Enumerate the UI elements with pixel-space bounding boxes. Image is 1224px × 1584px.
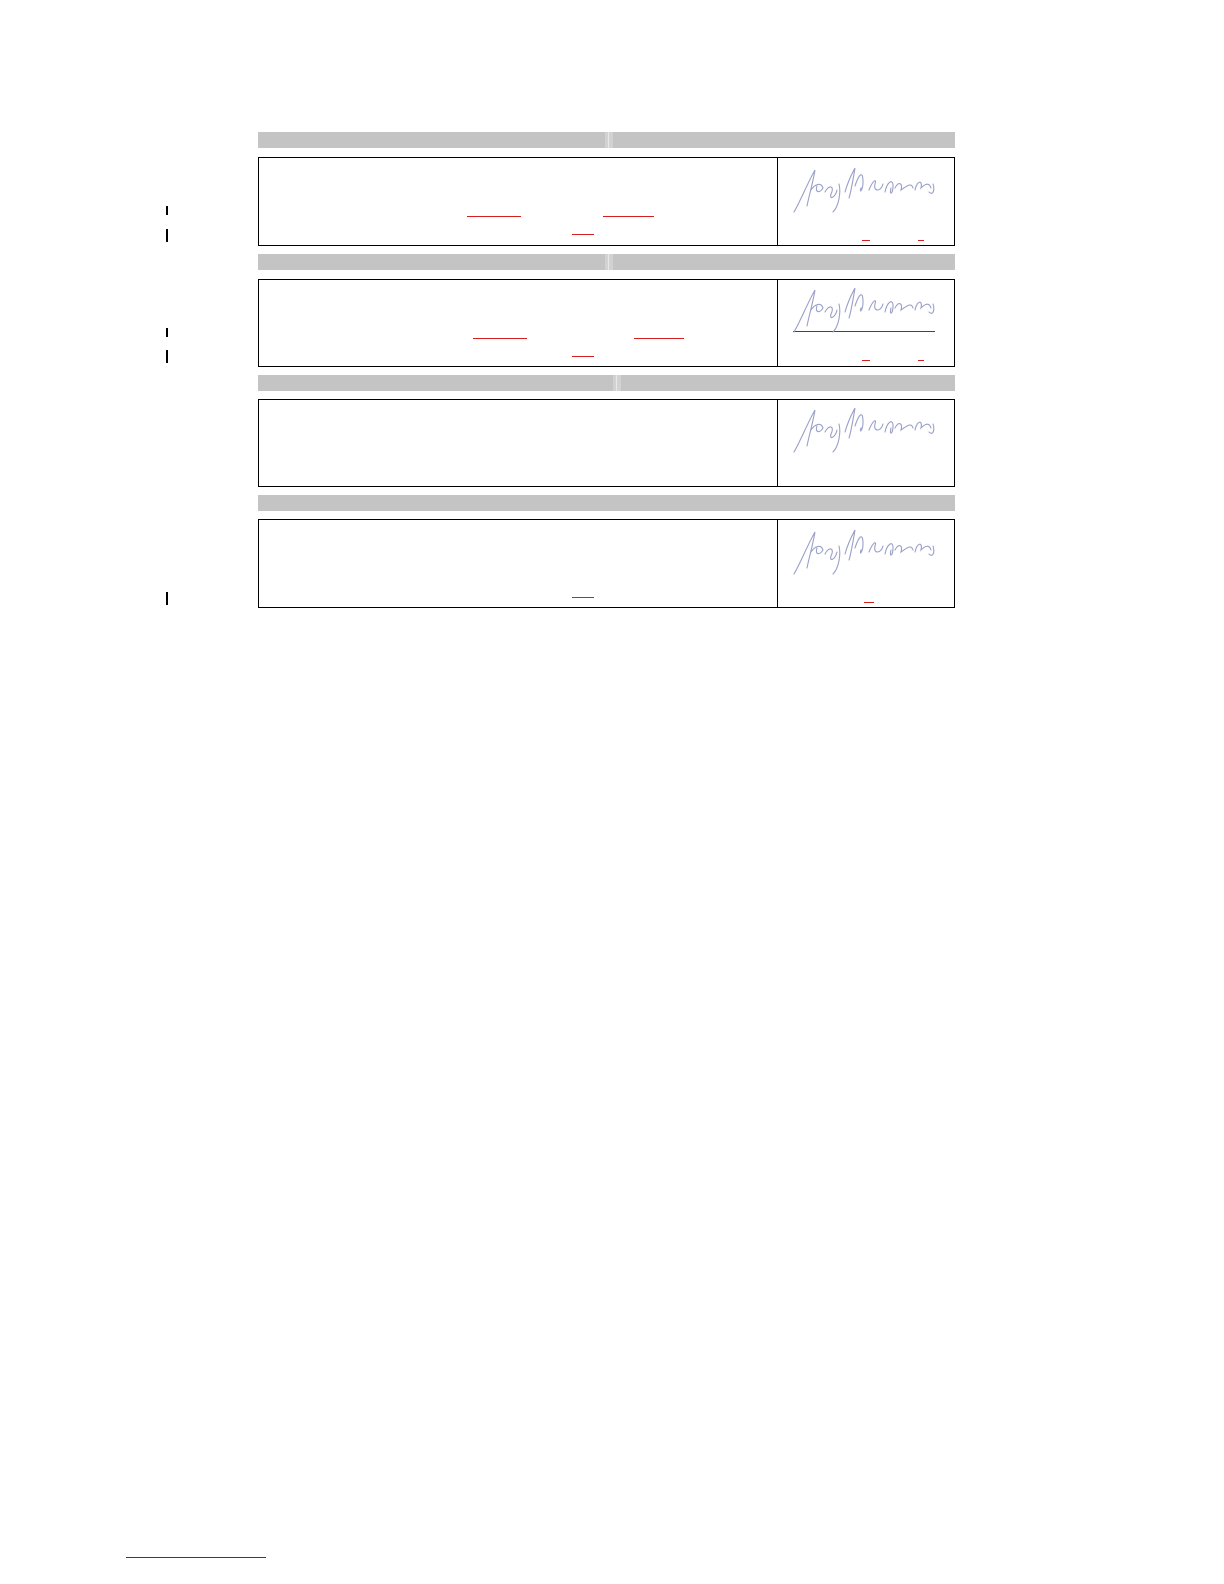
- column-divider: [777, 280, 778, 366]
- signature-image: [789, 282, 939, 340]
- section-box: [258, 399, 955, 487]
- revision-underline: [918, 240, 924, 241]
- section-header-bar: [258, 254, 955, 270]
- header-split: [613, 375, 621, 391]
- revision-underline: [467, 216, 521, 217]
- change-bar: [166, 592, 168, 605]
- change-bar: [166, 350, 168, 363]
- signature-icon: [789, 402, 939, 460]
- signature-image: [789, 524, 939, 582]
- section-header-bar: [258, 375, 955, 391]
- section-header-bar: [258, 132, 955, 148]
- revision-underline: [634, 338, 684, 339]
- signature-image: [789, 162, 939, 220]
- header-split: [605, 254, 613, 270]
- change-bar: [166, 206, 168, 215]
- revision-underline: [572, 597, 594, 598]
- revision-underline: [862, 360, 870, 361]
- revision-underline: [572, 234, 594, 235]
- revision-underline: [862, 240, 870, 241]
- footnote-separator: [126, 1557, 266, 1558]
- column-divider: [777, 400, 778, 486]
- signature-icon: [789, 162, 939, 220]
- change-bar: [166, 229, 168, 242]
- revision-underline: [473, 338, 527, 339]
- change-bar: [166, 328, 168, 337]
- revision-underline: [603, 216, 654, 217]
- section-box: [258, 157, 955, 246]
- revision-underline: [572, 356, 594, 357]
- column-divider: [777, 520, 778, 607]
- signature-icon: [789, 524, 939, 582]
- revision-underline: [918, 360, 924, 361]
- signature-icon: [789, 282, 939, 340]
- section-header-bar: [258, 495, 955, 511]
- column-divider: [777, 158, 778, 245]
- signature-image: [789, 402, 939, 460]
- section-box: [258, 519, 955, 608]
- revision-underline: [864, 602, 874, 603]
- header-split: [605, 132, 613, 148]
- section-box: [258, 279, 955, 367]
